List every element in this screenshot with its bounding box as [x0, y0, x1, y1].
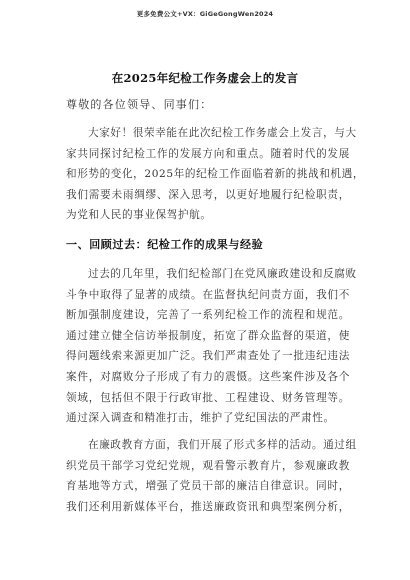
paragraph-line: 断加强制度建设，完善了一系列纪检工作的流程和规范。 [66, 309, 350, 322]
document-title: 在2025年纪检工作务虚会上的发言 [111, 71, 299, 85]
paragraph-line: 通过建立健全信访举报制度，拓宽了群众监督的渠道，使 [66, 329, 350, 342]
paragraph-line: 和形势的变化，2025年的纪检工作面临着新的挑战和机遇， [66, 168, 365, 181]
paragraph-line: 为党和人民的事业保驾护航。 [66, 209, 212, 222]
paragraph-line: 案件，对腐败分子形成了有力的震慑。这些案件涉及各个 [66, 370, 350, 383]
paragraph-line: 在廉政教育方面，我们开展了形式多样的活动。通过组 [88, 439, 357, 451]
paragraph-line: 大家好！很荣幸能在此次纪检工作务虚会上发言，与大 [88, 127, 357, 139]
section1-paragraph-2 [66, 435, 357, 517]
paragraph-line: 过去的几年里，我们纪检部门在党风廉政建设和反腐败 [88, 268, 357, 280]
section-heading: 一、回顾过去：纪检工作的成果与经验 [66, 238, 264, 251]
paragraph-line: 通过深入调查和精准打击，维护了党纪国法的严肃性。 [66, 412, 335, 425]
paragraph-line: 斗争中取得了显著的成绩。在监督执纪问责方面，我们不 [66, 288, 350, 301]
section1-paragraph-1 [66, 264, 357, 429]
header-note: 更多免费公文+VX：GiGeGongWen2024 [136, 10, 274, 18]
intro-paragraph [66, 123, 365, 226]
paragraph-line: 得问题线索来源更加广泛。我们严肃查处了一批违纪违法 [66, 350, 350, 363]
paragraph-line: 领域，包括但不限于行政审批、工程建设、财务管理等。 [66, 391, 350, 404]
paragraph-line: 家共同探讨纪检工作的发展方向和重点。随着时代的发展 [66, 147, 350, 160]
paragraph-line: 我们需要未雨绸缪、深入思考，以更好地履行纪检职责， [66, 188, 350, 201]
salutation: 尊敬的各位领导、同事们： [66, 98, 213, 111]
paragraph-line: 织党员干部学习党纪党规，观看警示教育片，参观廉政教 [66, 459, 350, 472]
paragraph-line: 育基地等方式，增强了党员干部的廉洁自律意识。同时， [66, 480, 350, 493]
paragraph-line: 我们还利用新媒体平台，推送廉政资讯和典型案例分析， [66, 500, 350, 513]
